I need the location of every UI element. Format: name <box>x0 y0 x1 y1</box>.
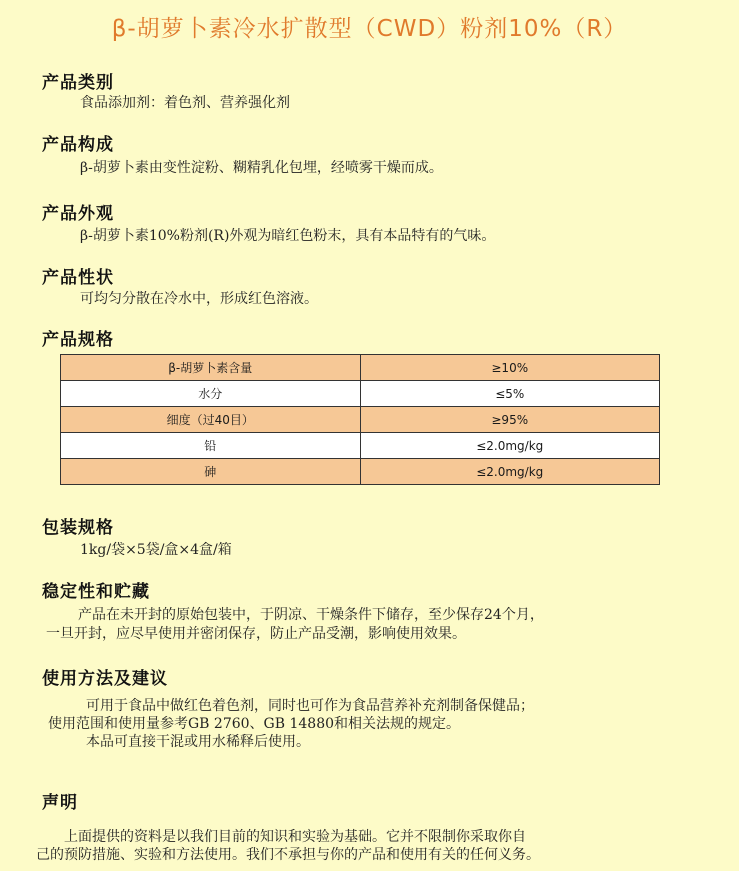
spec-value: ≤2.0mg/kg <box>360 459 660 485</box>
heading-statement: 声明 <box>42 793 78 813</box>
heading-usage: 使用方法及建议 <box>42 669 168 689</box>
statement-line-2: 己的预防措施、实验和方法使用。我们不承担与你的产品和使用有关的任何义务。 <box>36 847 540 863</box>
composition-text: β-胡萝卜素由变性淀粉、糊精乳化包埋，经喷雾干燥而成。 <box>80 160 443 176</box>
spec-name: β-胡萝卜素含量 <box>61 355 361 381</box>
packaging-text: 1kg/袋×5袋/盒×4盒/箱 <box>80 542 232 558</box>
usage-line-3: 本品可直接干混或用水稀释后使用。 <box>86 734 310 750</box>
spec-row <box>61 459 660 485</box>
spec-name: 细度（过40目） <box>61 407 361 433</box>
storage-line-1: 产品在未开封的原始包装中，于阴凉、干燥条件下储存，至少保存24个月， <box>78 607 544 623</box>
spec-table <box>60 354 660 485</box>
storage-line-2: 一旦开封，应尽早使用并密闭保存，防止产品受潮，影响使用效果。 <box>46 626 466 642</box>
spec-row <box>61 355 660 381</box>
spec-name: 水分 <box>61 381 361 407</box>
page-title: β-胡萝卜素冷水扩散型（CWD）粉剂10%（R） <box>111 16 628 42</box>
appearance-text: β-胡萝卜素10%粉剂(R)外观为暗红色粉末，具有本品特有的气味。 <box>80 228 496 244</box>
statement-line-1: 上面提供的资料是以我们目前的知识和实验为基础。它并不限制你采取你自 <box>64 829 526 845</box>
spec-row <box>61 381 660 407</box>
usage-line-1: 可用于食品中做红色着色剂，同时也可作为食品营养补充剂制备保健品； <box>86 698 534 714</box>
spec-row <box>61 433 660 459</box>
category-text: 食品添加剂：着色剂、营养强化剂 <box>80 95 290 111</box>
heading-category: 产品类别 <box>42 73 114 93</box>
spec-row <box>61 407 660 433</box>
properties-text: 可均匀分散在冷水中，形成红色溶液。 <box>80 291 318 307</box>
heading-composition: 产品构成 <box>42 135 114 155</box>
heading-appearance: 产品外观 <box>42 204 114 224</box>
heading-storage: 稳定性和贮藏 <box>42 582 150 602</box>
spec-value: ≤5% <box>360 381 660 407</box>
spec-value: ≥95% <box>360 407 660 433</box>
spec-name: 铅 <box>61 433 361 459</box>
spec-value: ≤2.0mg/kg <box>360 433 660 459</box>
heading-spec: 产品规格 <box>42 330 114 350</box>
spec-name: 砷 <box>61 459 361 485</box>
spec-value: ≥10% <box>360 355 660 381</box>
usage-line-2: 使用范围和使用量参考GB 2760、GB 14880和相关法规的规定。 <box>48 716 461 732</box>
heading-packaging: 包装规格 <box>42 518 114 538</box>
heading-properties: 产品性状 <box>42 268 114 288</box>
